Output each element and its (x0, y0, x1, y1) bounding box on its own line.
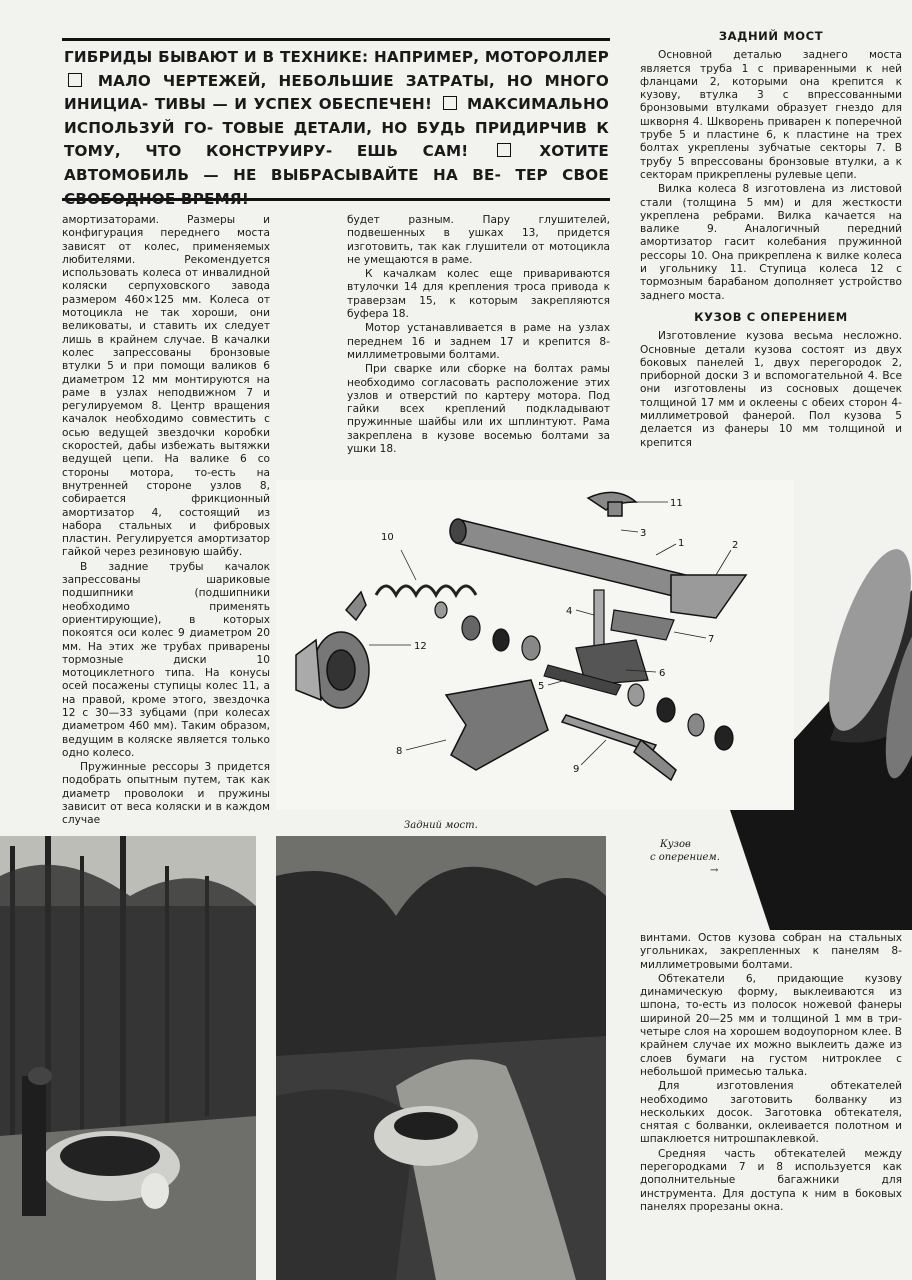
heading-rear-axle: ЗАДНИЙ МОСТ (718, 29, 824, 43)
column-4 (640, 932, 902, 1214)
column-1 (62, 214, 270, 828)
col4-paragraph-4: Средняя часть обтекателей между перегородками 7 и 8 используется как дополнительные багажники для инструмента. Для доступа к ним в боковых панелях прорезаны окна. (640, 1147, 902, 1213)
side-caption-line-2: с оперением. (650, 852, 720, 863)
label-4: 4 (566, 606, 573, 617)
spring-part (376, 586, 476, 595)
col2-paragraph-3: Мотор устанавливается в раме на узлах переднем 16 и заднем 17 и крепится 8-миллиметровыми болтами. (347, 322, 610, 361)
column-2 (347, 214, 610, 456)
column-3 (640, 30, 902, 450)
side-caption (650, 838, 720, 877)
label-1: 1 (678, 538, 685, 549)
figure-rear-axle (276, 480, 794, 810)
lead-paragraph (64, 46, 609, 211)
col1-paragraph-3: Пружинные рессоры 3 придется подобрать опытным путем, так как диаметр проволоки и пружины зависит от веса коляски и в каждом случае (62, 761, 270, 827)
lead-part-4: ХОТИТЕ АВТОМОБИЛЬ — НЕ ВЫБРАСЫВАЙТЕ НА ВЕ- ТЕР СВОЕ СВОБОДНОЕ ВРЕМЯ! (64, 142, 609, 208)
flange-part (671, 575, 746, 618)
label-11: 11 (670, 498, 683, 509)
label-9: 9 (573, 764, 580, 775)
label-12: 12 (414, 641, 427, 652)
photo-car-forest-road (0, 836, 256, 1280)
lead-part-1: ГИБРИДЫ БЫВАЮТ И В ТЕХНИКЕ: НАПРИМЕР, МОТОРОЛЛЕР (64, 48, 609, 66)
col2-paragraph-4: При сварке или сборке на болтах рамы необходимо согласовать расположение этих узлов и отверстий по картеру мотора. Под гайки всех креплений подкладывают пружинные шайбы или их шплинтуют. Рама закреплена в кузове восемью болтами за ушки 18. (347, 363, 610, 456)
wheel-hub-part (296, 592, 369, 708)
wing-nut-part (588, 492, 636, 516)
square-bullet-icon (68, 73, 82, 87)
arrow-right-icon: → (710, 865, 719, 876)
col1-paragraph-1: амортизаторами. Размеры и конфигурация переднего моста зависят от колес, применяемых любителями. Рекомендуется использовать колеса от инвалидной коляски серпуховского завода размером 460×125 мм. Колеса от мотоцикла не так хороши, они великоваты, и ставить их следует лишь в крайнем случае. В качалки колес запрессованы бронзовые втулки 5 и при помощи валиков 6 диаметром 12 мм монтируются на раме в узлах неподвижном 7 и регулируемом 8. Центр вращения качалок необходимо совместить с осью ведущей звездочки коробки скоростей, дабы избежать вытяжки ведущей цепи. На валике 6 со стороны мотора, то-есть на внутренней стороне узлов 8, собирается фрикционный амортизатор 4, состоящий из набора стальных и фибровых пластин. Регулируется амортизатор гайкой через резиновую шайбу. (62, 214, 270, 559)
main-tube-part (450, 519, 686, 598)
photo-car-forest-path (276, 836, 606, 1280)
col3-paragraph-3: Изготовление кузова весьма несложно. Основные детали кузова состоят из двух боковых панелей 1, двух перегородок 2, приборной доски 3 и вспомогательной 4. Все они изготовлены из сосновых дощечек толщиной 17 мм и оклеены с обеих сторон 4-миллиметровой фанерой. Пол кузова 5 делается из фанеры 10 мм толщиной и крепится (640, 330, 902, 449)
figure-caption: Задний мост. (404, 820, 478, 831)
square-bullet-icon (497, 143, 511, 157)
label-10: 10 (381, 532, 394, 543)
gear-sector-part (611, 610, 674, 640)
photo-car-forest-road-image (0, 836, 256, 1280)
rear-axle-diagram (276, 480, 794, 810)
col4-paragraph-3: Для изготовления обтекателей необходимо заготовить болванку из нескольких досок. Заготовка обтекателя, снятая с болванки, оклеивается полотном и шпаклюется нитрошпаклевкой. (640, 1080, 902, 1146)
label-6: 6 (659, 668, 666, 679)
wheel-fork-part (446, 680, 548, 770)
label-3: 3 (640, 528, 647, 539)
label-2: 2 (732, 540, 739, 551)
label-7: 7 (708, 634, 715, 645)
label-5: 5 (538, 681, 545, 692)
col2-paragraph-1: будет разным. Пару глушителей, подвешенных в ушках 13, придется изготовить, так как глушители от мотоцикла не умещаются в раме. (347, 214, 610, 266)
lead-part-2: МАЛО ЧЕРТЕЖЕЙ, НЕБОЛЬШИЕ ЗАТРАТЫ, НО МНОГО ИНИЦИА- ТИВЫ — И УСПЕХ ОБЕСПЕЧЕН! (64, 71, 609, 114)
photo-car-forest-path-image (276, 836, 606, 1280)
lead-part-3: МАКСИМАЛЬНО ИСПОЛЬЗУЙ ГО- ТОВЫЕ ДЕТАЛИ, НО БУДЬ ПРИДИРЧИВ К ТОМУ, ЧТО КОНСТРУИРУ- ЕШЬ САМ! (64, 95, 609, 161)
col4-paragraph-2: Обтекатели 6, придающие кузову динамическую форму, выклеиваются из шпона, то-есть из полосок ножевой фанеры шириной 20—25 мм и толщиной 1 мм в три-четыре слоя на хорошем водоупорном клее. В крайнем случае их можно выклеить даже из слоев бумаги на густом нитроклее с небольшой примесью талька. (640, 972, 902, 1078)
col2-paragraph-2: К качалкам колес еще привариваются втулочки 14 для крепления троса привода к траверзам 15, к которым закрепляются буфера 18. (347, 268, 610, 321)
label-8: 8 (396, 746, 403, 757)
top-rule (62, 38, 610, 41)
square-bullet-icon (443, 96, 457, 110)
col3-paragraph-1: Основной деталью заднего моста является труба 1 с приваренными к ней фланцами 2, которыми она крепится к кузову, втулка 3 с впрессованными бронзовыми втулками образует гнездо для шкворня 4. Шкворень приварен к поперечной трубе 5 и пластине 6, к пластине на трех болтах укреплены зубчатые секторы 7. В трубу 5 впрессованы бронзовые втулки, а к секторам прикреплены рулевые цепи. (640, 49, 902, 181)
heading-body: КУЗОВ С ОПЕРЕНИЕМ (694, 309, 848, 324)
col4-paragraph-1: винтами. Остов кузова собран на стальных угольниках, закрепленных к панелям 8-миллиметровыми болтами. (640, 932, 902, 971)
side-caption-line-1: Кузов (660, 839, 691, 850)
col3-paragraph-2: Вилка колеса 8 изготовлена из листовой стали (толщина 5 мм) и для жесткости укреплена ребрами. Вилка качается на валике 9. Аналогичный передний амортизатор гасит колебания пружинной рессоры 10. Она прикреплена к вилке колеса и угольнику 11. Ступица колеса 12 с тормозным барабаном дополняет устройство заднего моста. (640, 183, 902, 302)
col1-paragraph-2: В задние трубы качалок запрессованы шариковые подшипники (подшипники необходимо применять ориентирующие), в которых покоятся оси колес 9 диаметром 20 мм. На этих же трубах приварены тормозные диски 10 мотоциклетного типа. На конусы осей посажены ступицы колес 11, а на правой, кроме этого, звездочка 12 с 30—33 зубцами (при колесах диаметром 460 мм). Таким образом, ведущим в коляске является только одно колесо. (62, 560, 270, 759)
